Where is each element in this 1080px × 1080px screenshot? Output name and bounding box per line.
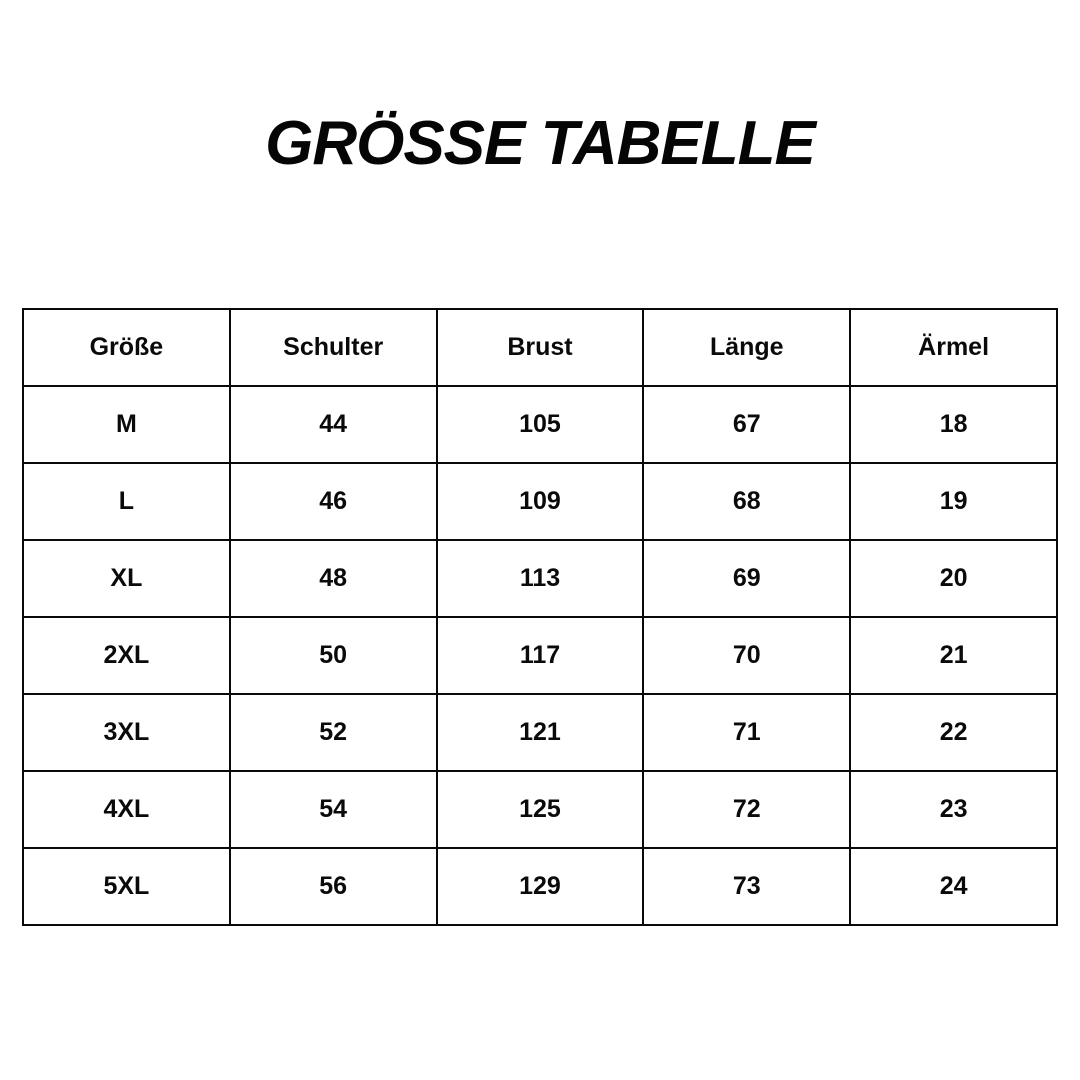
table-row xyxy=(23,463,1057,540)
cell-shoulder: 56 xyxy=(230,848,437,925)
cell-sleeve: 24 xyxy=(850,848,1057,925)
cell-sleeve: 21 xyxy=(850,617,1057,694)
cell-chest: 113 xyxy=(437,540,644,617)
cell-shoulder: 50 xyxy=(230,617,437,694)
cell-length: 70 xyxy=(643,617,850,694)
cell-length: 69 xyxy=(643,540,850,617)
cell-sleeve: 23 xyxy=(850,771,1057,848)
column-header-brust: Brust xyxy=(437,309,644,386)
cell-size: XL xyxy=(23,540,230,617)
cell-size: 2XL xyxy=(23,617,230,694)
column-header-aermel: Ärmel xyxy=(850,309,1057,386)
cell-size: 4XL xyxy=(23,771,230,848)
table-row xyxy=(23,694,1057,771)
cell-shoulder: 44 xyxy=(230,386,437,463)
column-header-schulter: Schulter xyxy=(230,309,437,386)
table-header xyxy=(23,309,1057,386)
table-row xyxy=(23,540,1057,617)
table-row xyxy=(23,617,1057,694)
cell-length: 68 xyxy=(643,463,850,540)
column-header-laenge: Länge xyxy=(643,309,850,386)
size-table-container xyxy=(22,308,1058,926)
cell-chest: 105 xyxy=(437,386,644,463)
page-title: GRÖSSE TABELLE xyxy=(265,109,815,178)
cell-chest: 121 xyxy=(437,694,644,771)
cell-chest: 129 xyxy=(437,848,644,925)
cell-length: 67 xyxy=(643,386,850,463)
cell-size: 3XL xyxy=(23,694,230,771)
cell-shoulder: 54 xyxy=(230,771,437,848)
cell-shoulder: 46 xyxy=(230,463,437,540)
cell-length: 73 xyxy=(643,848,850,925)
column-header-groesse: Größe xyxy=(23,309,230,386)
cell-chest: 125 xyxy=(437,771,644,848)
cell-size: L xyxy=(23,463,230,540)
table-body xyxy=(23,386,1057,925)
table-header-row xyxy=(23,309,1057,386)
cell-length: 72 xyxy=(643,771,850,848)
cell-sleeve: 22 xyxy=(850,694,1057,771)
table-row xyxy=(23,771,1057,848)
cell-shoulder: 52 xyxy=(230,694,437,771)
cell-chest: 117 xyxy=(437,617,644,694)
size-table xyxy=(22,308,1058,926)
table-row xyxy=(23,386,1057,463)
cell-sleeve: 20 xyxy=(850,540,1057,617)
cell-size: 5XL xyxy=(23,848,230,925)
cell-sleeve: 18 xyxy=(850,386,1057,463)
cell-shoulder: 48 xyxy=(230,540,437,617)
cell-sleeve: 19 xyxy=(850,463,1057,540)
cell-length: 71 xyxy=(643,694,850,771)
cell-size: M xyxy=(23,386,230,463)
cell-chest: 109 xyxy=(437,463,644,540)
table-row xyxy=(23,848,1057,925)
